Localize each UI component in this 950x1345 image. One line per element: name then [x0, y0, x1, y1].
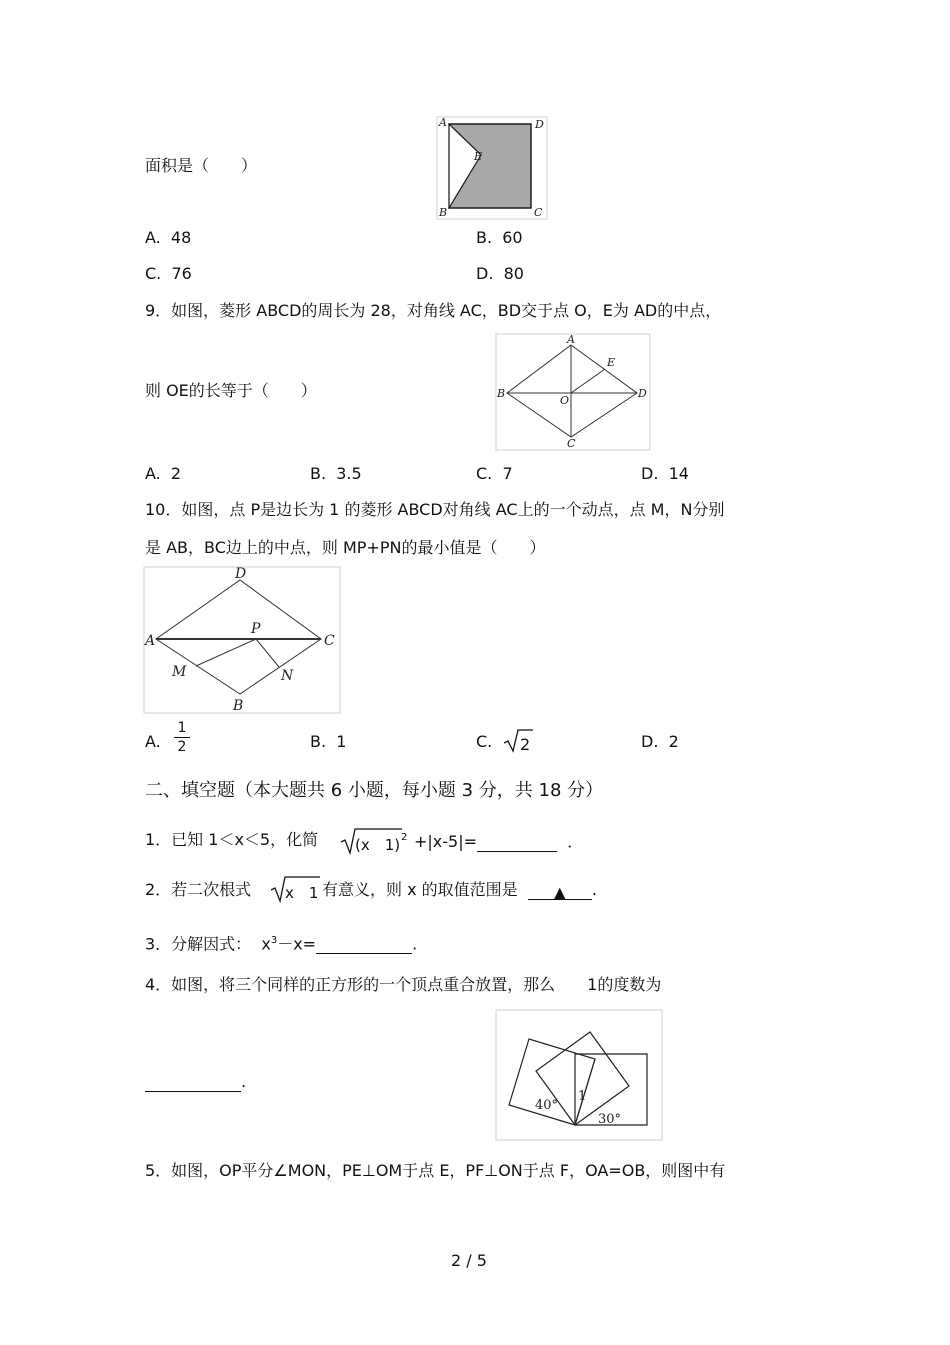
triangle-mark-icon: ▲: [553, 883, 566, 902]
q9-option-d: D. 14: [641, 464, 689, 483]
q8-option-b: B. 60: [476, 228, 523, 247]
q10-option-c-letter: C.: [476, 732, 493, 751]
f4-stem: 4．如图，将三个同样的正方形的一个顶点重合放置，那么 1的度数为: [145, 975, 662, 994]
page-number: 2 / 5: [451, 1251, 487, 1270]
f4-figure-squares: [495, 1009, 663, 1141]
q8-label-c: C: [534, 206, 543, 219]
f4-label-40: 40°: [535, 1098, 559, 1113]
q9-stem-line1: 9．如图，菱形 ABCD的周长为 28，对角线 AC，BD交于点 O，E为 AD的中点，: [145, 301, 722, 320]
q10-stem-line2: 是 AB，BC边上的中点，则 MP+PN的最小值是（ ）: [145, 538, 546, 557]
f2-suffix: 有意义，则 x 的取值范围是 ▲ .: [322, 880, 597, 902]
f1-radical: [340, 826, 412, 860]
q10-figure-rhombus: [143, 566, 341, 714]
q10-option-d: D. 2: [641, 732, 679, 751]
q9-label-b: B: [497, 387, 506, 400]
q9-option-a: A. 2: [145, 464, 182, 483]
section-fill-in-title: 二、填空题（本大题共 6 小题，每小题 3 分，共 18 分）: [145, 780, 604, 801]
q8-label-b: B: [439, 206, 448, 219]
f1-suffix: +|x-5|= ．: [414, 832, 584, 851]
f4-label-1: 1: [578, 1089, 587, 1104]
f5-stem: 5．如图，OP平分∠MON，PE⊥OM于点 E，PF⊥ON于点 F，OA=OB，则图中有: [145, 1161, 726, 1180]
f2-prefix: 2．若二次根式: [145, 880, 252, 899]
fraction-numerator: 1: [177, 720, 187, 736]
q8-label-a: A: [439, 116, 447, 129]
q9-label-c: C: [567, 437, 576, 450]
q10-label-a: A: [145, 633, 156, 649]
q10-option-a-fraction: [174, 720, 190, 755]
q10-label-p: P: [251, 621, 261, 637]
q9-label-e: E: [607, 356, 616, 369]
q9-option-c: C. 7: [476, 464, 513, 483]
q10-option-a-letter: A.: [145, 732, 161, 751]
q10-label-m: M: [172, 664, 187, 680]
f4-label-30: 30°: [598, 1112, 622, 1127]
f1-exponent: 2: [401, 832, 408, 843]
f1-answer-blank[interactable]: [477, 835, 557, 852]
q9-label-o: O: [560, 394, 570, 407]
q10-option-b: B. 1: [310, 732, 347, 751]
q10-label-d: D: [235, 566, 247, 582]
f3-answer-blank[interactable]: [316, 937, 412, 954]
q8-stem-tail: 面积是（ ）: [145, 156, 258, 175]
q10-label-c: C: [324, 633, 335, 649]
q10-stem-line1: 10．如图，点 P是边长为 1 的菱形 ABCD对角线 AC上的一个动点，点 M，N分别: [145, 500, 725, 519]
f2-answer-blank[interactable]: [528, 883, 592, 900]
q8-label-d: D: [535, 118, 544, 131]
f1-radicand: (x 1): [355, 836, 401, 854]
q9-stem-line2: 则 OE的长等于（ ）: [145, 381, 317, 400]
f4-answer-blank[interactable]: [145, 1075, 241, 1092]
q10-option-c-radical: [503, 728, 533, 758]
q8-option-c: C. 76: [145, 264, 192, 283]
q9-label-d: D: [638, 387, 647, 400]
q9-figure-rhombus: [495, 333, 651, 451]
q8-option-d: D. 80: [476, 264, 524, 283]
f1-prefix: 1．已知 1＜x＜5，化简: [145, 830, 319, 849]
q8-label-e: E: [474, 150, 483, 163]
fraction-denominator: 2: [177, 739, 187, 755]
q10-label-n: N: [281, 668, 294, 684]
f2-radicand: x 1: [285, 884, 319, 902]
q8-figure-square: [436, 116, 548, 220]
f3-expression: 3．分解因式： $x^3-x=$ .: [145, 934, 418, 954]
q9-label-a: A: [567, 333, 575, 346]
radicand: 2: [520, 735, 531, 754]
q10-label-b: B: [233, 698, 244, 714]
q8-option-a: A. 48: [145, 228, 192, 247]
q9-option-b: B. 3.5: [310, 464, 362, 483]
f4-answer: .: [145, 1072, 246, 1092]
f2-radical: [270, 874, 322, 908]
